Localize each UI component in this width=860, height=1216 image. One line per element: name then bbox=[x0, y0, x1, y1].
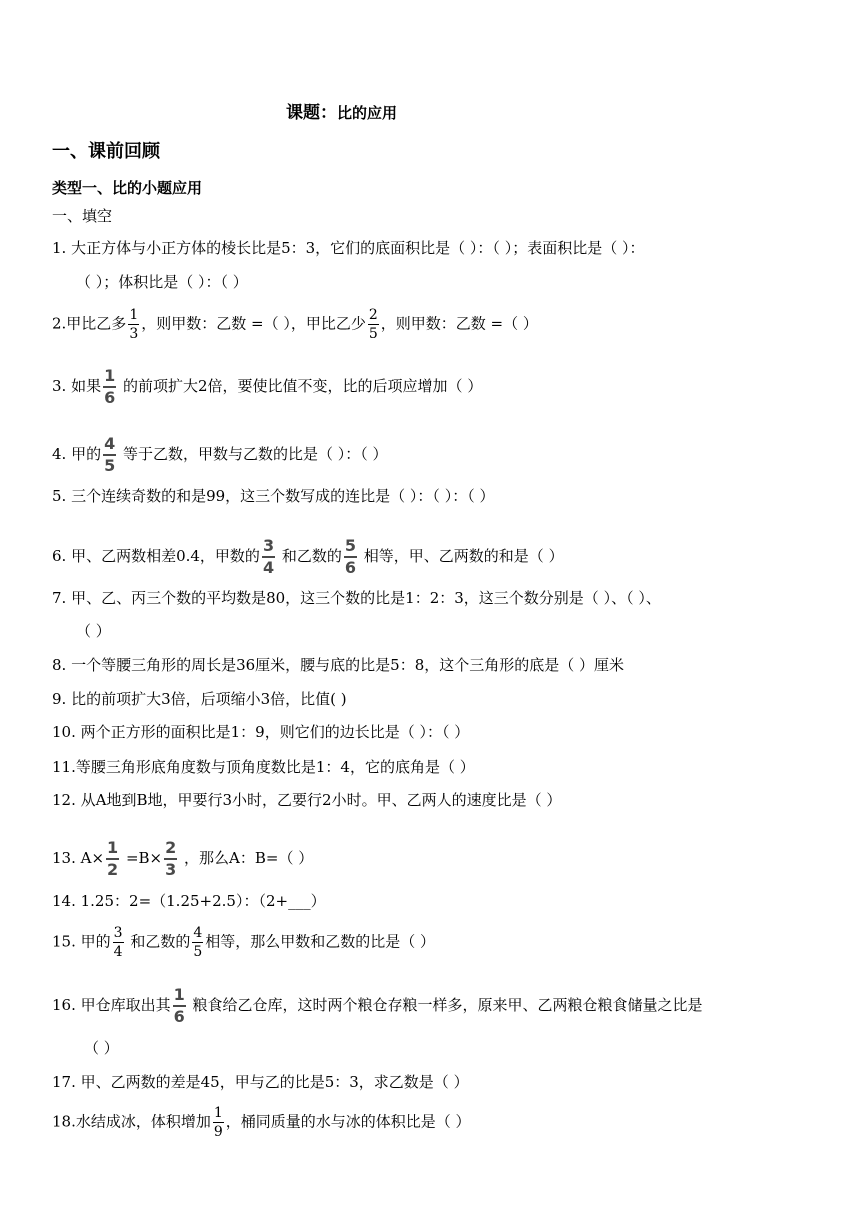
question-12: 12. 从A地到B地，甲要行3小时，乙要行2小时。甲、乙两人的速度比是（ ） bbox=[52, 791, 562, 809]
question-14: 14. 1.25：2=（1.25+2.5）：（2+___） bbox=[52, 892, 326, 910]
fraction: $\frac{2}{5}$ bbox=[368, 307, 378, 342]
question-5: 5. 三个连续奇数的和是99，这三个数写成的连比是（ ）：（ ）：（ ） bbox=[52, 487, 495, 505]
fraction: $\frac{3}{4}$ bbox=[113, 925, 123, 960]
question-11: 11.等腰三角形底角度数与顶角度数比是1：4，它的底角是（ ） bbox=[52, 758, 475, 776]
fraction: $\frac{3}{4}$ bbox=[262, 536, 275, 577]
question-1-line-2: （ ）；体积比是（ ）：（ ） bbox=[76, 273, 248, 291]
question-13: 13. A× $\frac{1}{2}$ =B× $\frac{2}{3}$ ，那么A：B=（ ） bbox=[52, 838, 314, 879]
title-label: 课题： bbox=[286, 103, 337, 123]
fraction: $\frac{1}{9}$ bbox=[213, 1105, 223, 1140]
fraction: $\frac{4}{5}$ bbox=[104, 434, 116, 475]
fraction: $\frac{2}{3}$ bbox=[165, 838, 177, 879]
page-title bbox=[286, 98, 397, 123]
question-15: 15. 甲的 $\frac{3}{4}$ 和乙数的 $\frac{4}{5}$ 相等，那么甲数和乙数的比是（ ） bbox=[52, 925, 436, 960]
fill-heading: 一、填空 bbox=[52, 207, 113, 225]
fraction: $\frac{1}{3}$ bbox=[129, 307, 139, 342]
fraction: $\frac{5}{6}$ bbox=[344, 536, 357, 577]
question-4: 4. 甲的 $\frac{4}{5}$ 等于乙数，甲数与乙数的比是（ ）：（ ） bbox=[52, 434, 388, 475]
question-1-line-1: 1. 大正方体与小正方体的棱长比是5：3，它们的底面积比是（ ）：（ ）；表面积比是（ ）： bbox=[52, 239, 645, 257]
question-2: 2.甲比乙多 $\frac{1}{3}$ ，则甲数：乙数 =（ ），甲比乙少 $\frac{2}{5}$ ，则甲数：乙数 =（ ） bbox=[52, 307, 538, 342]
question-18: 18.水结成冰，体积增加 $\frac{1}{9}$ ，桶同质量的水与冰的体积比是（ ） bbox=[52, 1105, 471, 1140]
question-3: 3. 如果 $\frac{1}{6}$ 的前项扩大2倍，要使比值不变，比的后项应增加（ ） bbox=[52, 366, 483, 407]
question-16-line-1: 16. 甲仓库取出其 $\frac{1}{6}$ 粮食给乙仓库，这时两个粮仓存粮一样多，原来甲、乙两粮仓粮食储量之比是 bbox=[52, 985, 703, 1026]
question-6: 6. 甲、乙两数相差0.4，甲数的 $\frac{3}{4}$ 和乙数的 $\frac{5}{6}$ 相等，甲、乙两数的和是（ ） bbox=[52, 536, 564, 577]
fraction: $\frac{1}{6}$ bbox=[173, 985, 185, 1026]
fraction: $\frac{1}{2}$ bbox=[107, 838, 119, 879]
question-8: 8. 一个等腰三角形的周长是36厘米，腰与底的比是5：8，这个三角形的底是（ ）厘米 bbox=[52, 656, 625, 674]
question-10: 10. 两个正方形的面积比是1：9，则它们的边长比是（ ）：（ ） bbox=[52, 723, 470, 741]
fraction: $\frac{4}{5}$ bbox=[193, 925, 203, 960]
question-7-line-2: （ ） bbox=[76, 622, 111, 640]
question-16-line-2: （ ） bbox=[84, 1039, 119, 1057]
type-heading: 类型一、比的小题应用 bbox=[52, 179, 203, 197]
section-heading: 一、课前回顾 bbox=[52, 141, 160, 162]
question-17: 17. 甲、乙两数的差是45，甲与乙的比是5：3，求乙数是（ ） bbox=[52, 1073, 469, 1091]
question-9: 9. 比的前项扩大3倍，后项缩小3倍，比值( ) bbox=[52, 690, 347, 708]
question-7-line-1: 7. 甲、乙、丙三个数的平均数是80，这三个数的比是1：2：3，这三个数分别是（ ）、（ ）、 bbox=[52, 589, 661, 607]
fraction: $\frac{1}{6}$ bbox=[104, 366, 116, 407]
title-text: 比的应用 bbox=[337, 104, 398, 122]
